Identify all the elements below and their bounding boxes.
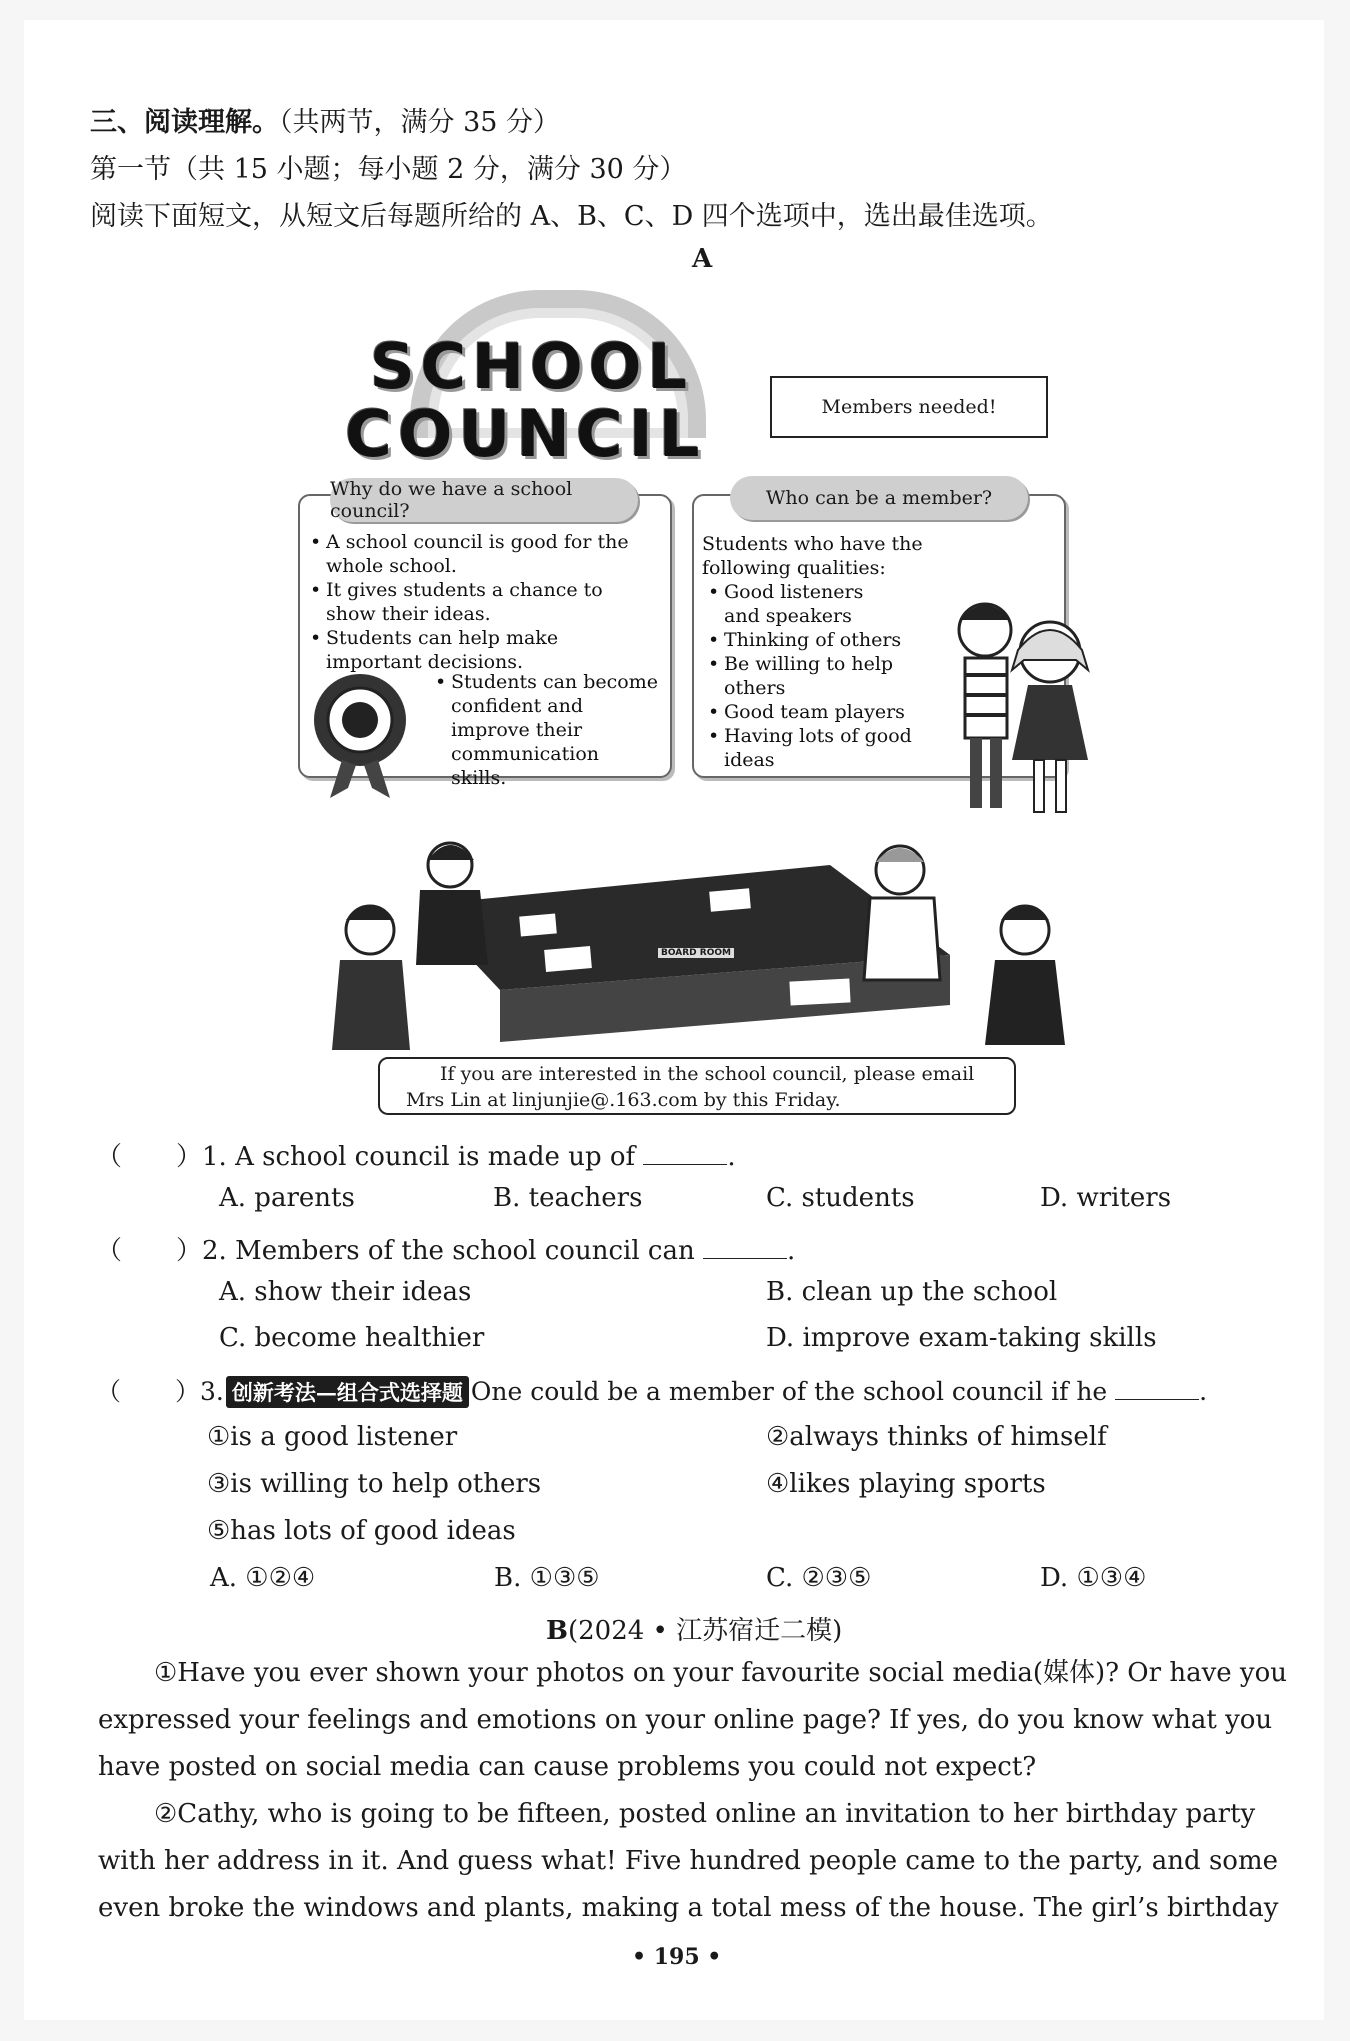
q3-option-a[interactable]: A. ①②④ xyxy=(210,1563,316,1593)
who-panel-title: Who can be a member? xyxy=(730,476,1028,520)
passage-b-paragraph-2 xyxy=(76,1791,1316,1932)
logo-council: COUNCIL xyxy=(345,398,706,472)
passage-b-source: (2024 • 江苏宿迁二模) xyxy=(567,1616,843,1646)
passage-b-label: B xyxy=(546,1616,568,1646)
passage-b-paragraph-1 xyxy=(76,1650,1316,1791)
passage-b-header xyxy=(546,1610,842,1647)
paragraph-line: expressed your feelings and emotions on your online page? If yes, do you know what you xyxy=(98,1705,1273,1735)
page-number: • 195 • xyxy=(632,1944,722,1970)
board-room-sign: BOARD ROOM xyxy=(658,948,734,958)
answer-blank xyxy=(703,1236,787,1259)
q1-option-d[interactable]: D. writers xyxy=(1040,1183,1172,1213)
q3-item-2: ②always thinks of himself xyxy=(766,1422,1107,1452)
members-needed-box: Members needed! xyxy=(770,376,1048,438)
question-number: ）2. xyxy=(176,1236,227,1266)
who-bullet: • Having lots of good ideas xyxy=(708,724,914,772)
section-title: 三、阅读理解。 xyxy=(90,107,279,138)
q3-option-c[interactable]: C. ②③⑤ xyxy=(766,1563,872,1593)
question-1 xyxy=(96,1136,736,1173)
who-panel-intro: Students who have the following qualities: xyxy=(702,533,923,579)
question-number: ）1. xyxy=(176,1142,227,1172)
paragraph-line: ②Cathy, who is going to be fifteen, posted online an invitation to her birthday party xyxy=(154,1799,1256,1829)
q1-option-c[interactable]: C. students xyxy=(766,1183,915,1213)
question-end: . xyxy=(1199,1377,1208,1406)
q2-option-a[interactable]: A. show their ideas xyxy=(219,1277,472,1307)
why-bullet: • A school council is good for the whole school. xyxy=(310,530,636,578)
q2-option-b[interactable]: B. clean up the school xyxy=(766,1277,1058,1307)
section-score: （共两节，满分 35 分） xyxy=(279,107,561,138)
part-title: 第一节（共 15 小题；每小题 2 分，满分 30 分） xyxy=(90,154,687,185)
paragraph-line: ①Have you ever shown your photos on your favourite social media(媒体)? Or have you xyxy=(154,1658,1287,1688)
q1-option-a[interactable]: A. parents xyxy=(219,1183,355,1213)
question-stem: One could be a member of the school council if he xyxy=(470,1377,1108,1406)
paragraph-line: even broke the windows and plants, making a total mess of the house. The girl’s birthday xyxy=(98,1893,1279,1923)
who-bullet: • Good listeners and speakers xyxy=(708,580,904,628)
rosette-icon xyxy=(290,670,430,800)
email-line-2: Mrs Lin at linjunjie@.163.com by this Friday. xyxy=(406,1089,841,1111)
logo-school: SCHOOL xyxy=(370,330,693,403)
question-stem: Members of the school council can xyxy=(235,1236,695,1266)
email-line-1: If you are interested in the school council, please email xyxy=(440,1063,975,1085)
board-room-illustration xyxy=(290,790,1090,1060)
who-bullet: • Good team players xyxy=(708,700,938,724)
school-council-poster xyxy=(290,290,1110,1130)
why-bullet: • Students can become confident and improve their communication skills. xyxy=(435,670,660,790)
who-panel-list xyxy=(708,580,938,772)
question-end: . xyxy=(727,1142,736,1172)
q2-option-c[interactable]: C. become healthier xyxy=(219,1323,485,1353)
answer-paren-open: （ xyxy=(96,1236,123,1266)
question-3 xyxy=(96,1372,1207,1408)
question-tag-badge: 创新考法—组合式选择题 xyxy=(226,1376,469,1408)
question-2 xyxy=(96,1230,795,1267)
passage-a-label: A xyxy=(692,244,713,274)
why-bullet: • It gives students a chance to show their ideas. xyxy=(310,578,656,626)
q3-item-4: ④likes playing sports xyxy=(766,1469,1046,1499)
who-bullet: • Be willing to help others xyxy=(708,652,938,700)
answer-blank xyxy=(643,1142,727,1165)
email-box xyxy=(378,1057,1016,1115)
paragraph-line: have posted on social media can cause problems you could not expect? xyxy=(98,1752,1037,1782)
instruction: 阅读下面短文，从短文后每题所给的 A、B、C、D 四个选项中，选出最佳选项。 xyxy=(90,201,1053,232)
q3-option-d[interactable]: D. ①③④ xyxy=(1040,1563,1147,1593)
why-bullet: • Students can help make important decisions. xyxy=(310,626,656,674)
why-panel-list-2 xyxy=(435,670,660,790)
q1-option-b[interactable]: B. teachers xyxy=(493,1183,643,1213)
q3-item-3: ③is willing to help others xyxy=(207,1469,542,1499)
q3-item-5: ⑤has lots of good ideas xyxy=(207,1516,516,1546)
q2-option-d[interactable]: D. improve exam-taking skills xyxy=(766,1323,1157,1353)
section-header xyxy=(90,100,560,139)
question-stem: A school council is made up of xyxy=(235,1142,636,1172)
who-bullet: • Thinking of others xyxy=(708,628,938,652)
answer-paren-open: （ xyxy=(96,1142,123,1172)
q3-item-1: ①is a good listener xyxy=(207,1422,458,1452)
answer-paren-open: （ xyxy=(96,1377,122,1406)
answer-blank xyxy=(1115,1377,1199,1400)
question-end: . xyxy=(786,1236,796,1266)
two-students-illustration xyxy=(940,590,1100,820)
question-number: ）3. xyxy=(175,1377,224,1406)
why-panel-title: Why do we have a school council? xyxy=(330,478,638,522)
why-panel-list xyxy=(310,530,660,674)
q3-option-b[interactable]: B. ①③⑤ xyxy=(494,1563,600,1593)
paragraph-line: with her address in it. And guess what! Five hundred people came to the party, and some xyxy=(98,1846,1278,1876)
